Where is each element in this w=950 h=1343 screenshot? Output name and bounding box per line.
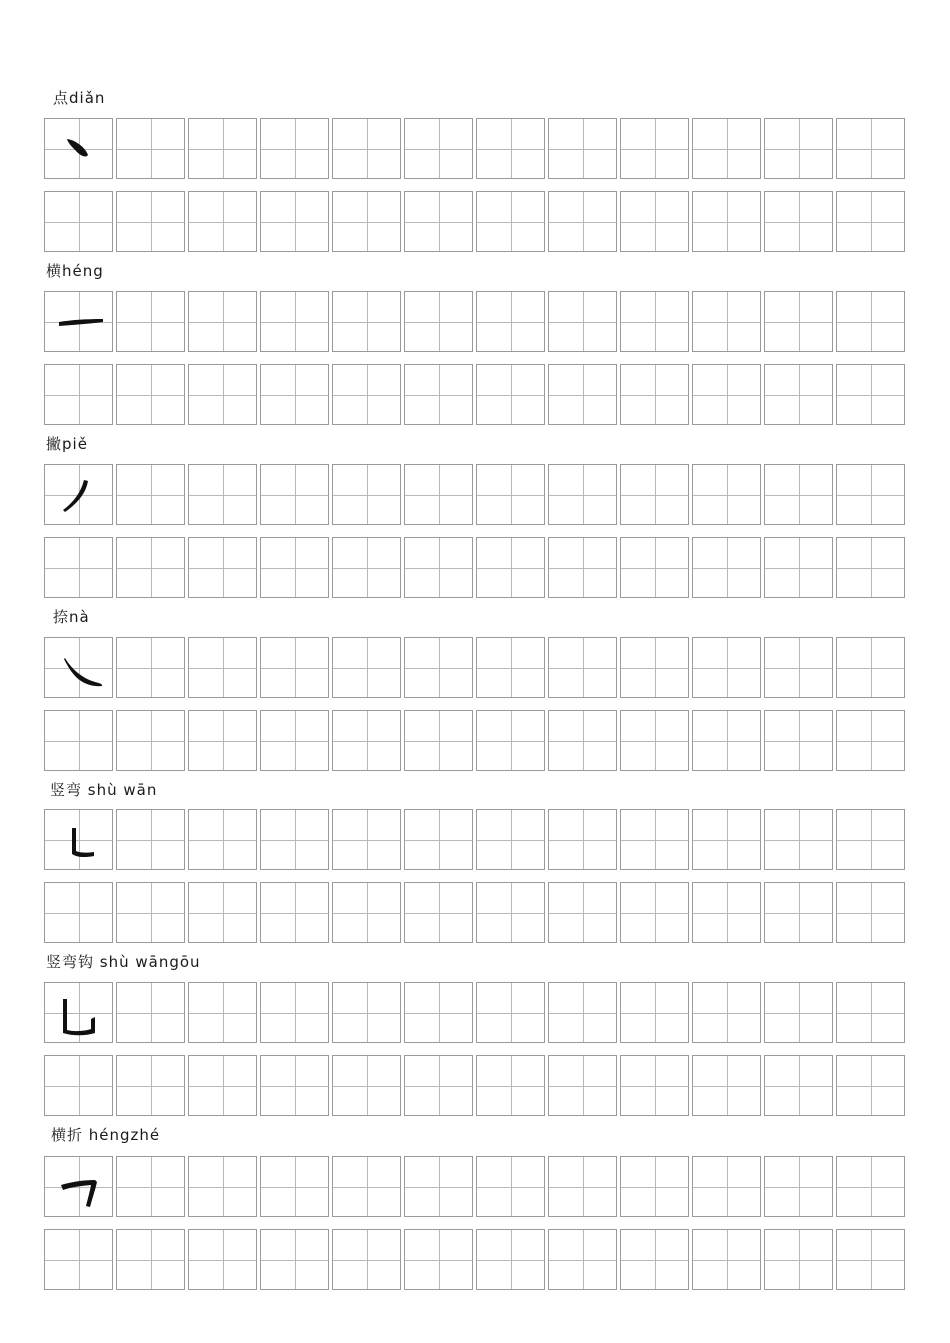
section-label: 撇piě (46, 435, 88, 453)
tianzige-cell[interactable] (692, 710, 761, 771)
tianzige-cell[interactable] (44, 1229, 113, 1290)
tianzige-cell[interactable] (188, 291, 257, 352)
tianzige-cell[interactable] (404, 882, 473, 943)
tianzige-cell[interactable] (548, 809, 617, 870)
tianzige-cell[interactable] (404, 710, 473, 771)
tianzige-cell[interactable] (692, 537, 761, 598)
tianzige-cell[interactable] (188, 1156, 257, 1217)
tianzige-cell[interactable] (116, 1229, 185, 1290)
tianzige-cell[interactable] (548, 637, 617, 698)
tianzige-cell[interactable] (404, 464, 473, 525)
tianzige-cell[interactable] (620, 364, 689, 425)
tianzige-cell[interactable] (404, 1055, 473, 1116)
tianzige-cell[interactable] (116, 710, 185, 771)
tianzige-cell[interactable] (188, 1055, 257, 1116)
tianzige-cell[interactable] (692, 191, 761, 252)
practice-row (44, 882, 908, 944)
practice-row (44, 982, 908, 1044)
tianzige-cell[interactable] (260, 537, 329, 598)
tianzige-cell[interactable] (44, 710, 113, 771)
tianzige-cell[interactable] (476, 882, 545, 943)
tianzige-cell[interactable] (548, 1229, 617, 1290)
tianzige-cell[interactable] (620, 537, 689, 598)
tianzige-cell[interactable] (764, 191, 833, 252)
tianzige-cell[interactable] (404, 537, 473, 598)
tianzige-cell[interactable] (548, 982, 617, 1043)
tianzige-cell[interactable] (188, 882, 257, 943)
tianzige-cell[interactable] (188, 637, 257, 698)
tianzige-cell[interactable] (764, 1156, 833, 1217)
tianzige-cell[interactable] (620, 809, 689, 870)
tianzige-cell[interactable] (620, 982, 689, 1043)
tianzige-cell[interactable] (260, 291, 329, 352)
tianzige-cell[interactable] (764, 982, 833, 1043)
tianzige-cell[interactable] (692, 1229, 761, 1290)
tianzige-cell[interactable] (692, 982, 761, 1043)
practice-row (44, 1055, 908, 1117)
tianzige-cell[interactable] (764, 882, 833, 943)
tianzige-cell[interactable] (764, 710, 833, 771)
tianzige-cell[interactable] (404, 291, 473, 352)
tianzige-cell[interactable] (332, 291, 401, 352)
tianzige-cell[interactable] (620, 1055, 689, 1116)
tianzige-cell[interactable] (44, 809, 113, 870)
tianzige-cell[interactable] (764, 1055, 833, 1116)
tianzige-cell[interactable] (620, 1229, 689, 1290)
tianzige-cell[interactable] (692, 118, 761, 179)
tianzige-cell[interactable] (116, 1055, 185, 1116)
tianzige-cell[interactable] (476, 1055, 545, 1116)
practice-row (44, 291, 908, 353)
tianzige-cell[interactable] (188, 1229, 257, 1290)
tianzige-cell[interactable] (836, 118, 905, 179)
tianzige-cell[interactable] (692, 882, 761, 943)
tianzige-cell[interactable] (332, 118, 401, 179)
tianzige-cell[interactable] (548, 537, 617, 598)
tianzige-cell[interactable] (332, 464, 401, 525)
tianzige-cell[interactable] (260, 1156, 329, 1217)
practice-row (44, 364, 908, 426)
tianzige-cell[interactable] (332, 1055, 401, 1116)
shuwangou-stroke-icon (45, 983, 114, 1044)
tianzige-cell[interactable] (44, 1156, 113, 1217)
tianzige-cell[interactable] (836, 364, 905, 425)
tianzige-cell[interactable] (692, 291, 761, 352)
tianzige-cell[interactable] (836, 982, 905, 1043)
section-label: 捺nà (53, 608, 90, 626)
tianzige-cell[interactable] (188, 537, 257, 598)
tianzige-cell[interactable] (44, 464, 113, 525)
tianzige-cell[interactable] (548, 291, 617, 352)
tianzige-cell[interactable] (548, 191, 617, 252)
practice-row (44, 1156, 908, 1218)
section-label: 点diǎn (53, 89, 106, 107)
tianzige-cell[interactable] (188, 364, 257, 425)
tianzige-cell[interactable] (548, 1156, 617, 1217)
tianzige-cell[interactable] (332, 364, 401, 425)
heng-stroke-icon (45, 292, 114, 353)
tianzige-cell[interactable] (332, 710, 401, 771)
na-stroke-icon (45, 638, 114, 699)
practice-row (44, 1229, 908, 1291)
tianzige-cell[interactable] (548, 464, 617, 525)
tianzige-cell[interactable] (548, 364, 617, 425)
tianzige-cell[interactable] (692, 809, 761, 870)
tianzige-cell[interactable] (44, 118, 113, 179)
tianzige-cell[interactable] (332, 537, 401, 598)
practice-row (44, 637, 908, 699)
tianzige-cell[interactable] (692, 1055, 761, 1116)
tianzige-cell[interactable] (476, 982, 545, 1043)
tianzige-cell[interactable] (260, 809, 329, 870)
tianzige-cell[interactable] (260, 118, 329, 179)
practice-row (44, 118, 908, 180)
tianzige-cell[interactable] (260, 364, 329, 425)
tianzige-cell[interactable] (476, 1156, 545, 1217)
tianzige-cell[interactable] (404, 637, 473, 698)
tianzige-cell[interactable] (764, 364, 833, 425)
tianzige-cell[interactable] (188, 809, 257, 870)
tianzige-cell[interactable] (332, 1229, 401, 1290)
tianzige-cell[interactable] (836, 191, 905, 252)
tianzige-cell[interactable] (836, 710, 905, 771)
tianzige-cell[interactable] (476, 1229, 545, 1290)
tianzige-cell[interactable] (332, 637, 401, 698)
tianzige-cell[interactable] (836, 1229, 905, 1290)
tianzige-cell[interactable] (476, 710, 545, 771)
tianzige-cell[interactable] (116, 982, 185, 1043)
tianzige-cell[interactable] (548, 710, 617, 771)
tianzige-cell[interactable] (764, 118, 833, 179)
tianzige-cell[interactable] (836, 464, 905, 525)
tianzige-cell[interactable] (620, 1156, 689, 1217)
tianzige-cell[interactable] (260, 710, 329, 771)
tianzige-cell[interactable] (116, 537, 185, 598)
tianzige-cell[interactable] (476, 364, 545, 425)
tianzige-cell[interactable] (332, 191, 401, 252)
tianzige-cell[interactable] (116, 191, 185, 252)
tianzige-cell[interactable] (188, 982, 257, 1043)
tianzige-cell[interactable] (692, 637, 761, 698)
tianzige-cell[interactable] (764, 537, 833, 598)
tianzige-cell[interactable] (44, 191, 113, 252)
tianzige-cell[interactable] (476, 291, 545, 352)
tianzige-cell[interactable] (764, 809, 833, 870)
tianzige-cell[interactable] (836, 1055, 905, 1116)
section-label: 竖弯钩 shù wāngōu (46, 953, 201, 971)
tianzige-cell[interactable] (188, 118, 257, 179)
tianzige-cell[interactable] (764, 291, 833, 352)
tianzige-cell[interactable] (836, 809, 905, 870)
tianzige-cell[interactable] (44, 637, 113, 698)
tianzige-cell[interactable] (404, 1229, 473, 1290)
tianzige-cell[interactable] (188, 710, 257, 771)
tianzige-cell[interactable] (692, 464, 761, 525)
tianzige-cell[interactable] (260, 982, 329, 1043)
tianzige-cell[interactable] (260, 1055, 329, 1116)
tianzige-cell[interactable] (692, 1156, 761, 1217)
practice-row (44, 464, 908, 526)
section-label: 横héng (46, 262, 104, 280)
tianzige-cell[interactable] (404, 191, 473, 252)
tianzige-cell[interactable] (476, 118, 545, 179)
tianzige-cell[interactable] (404, 809, 473, 870)
tianzige-cell[interactable] (476, 464, 545, 525)
tianzige-cell[interactable] (620, 191, 689, 252)
tianzige-cell[interactable] (620, 882, 689, 943)
tianzige-cell[interactable] (620, 710, 689, 771)
tianzige-cell[interactable] (476, 637, 545, 698)
tianzige-cell[interactable] (116, 1156, 185, 1217)
tianzige-cell[interactable] (44, 982, 113, 1043)
tianzige-cell[interactable] (476, 537, 545, 598)
section-label: 横折 héngzhé (51, 1126, 161, 1144)
tianzige-cell[interactable] (476, 191, 545, 252)
tianzige-cell[interactable] (260, 191, 329, 252)
practice-row (44, 191, 908, 253)
tianzige-cell[interactable] (836, 537, 905, 598)
tianzige-cell[interactable] (116, 882, 185, 943)
tianzige-cell[interactable] (620, 637, 689, 698)
tianzige-cell[interactable] (44, 364, 113, 425)
tianzige-cell[interactable] (404, 118, 473, 179)
tianzige-cell[interactable] (332, 982, 401, 1043)
tianzige-cell[interactable] (116, 291, 185, 352)
pie-stroke-icon (45, 465, 114, 526)
tianzige-cell[interactable] (116, 637, 185, 698)
tianzige-cell[interactable] (188, 464, 257, 525)
tianzige-cell[interactable] (620, 291, 689, 352)
tianzige-cell[interactable] (116, 364, 185, 425)
shuwan-stroke-icon (45, 810, 114, 871)
tianzige-cell[interactable] (44, 882, 113, 943)
tianzige-cell[interactable] (836, 637, 905, 698)
section-label: 竖弯 shù wān (50, 781, 158, 799)
tianzige-cell[interactable] (836, 291, 905, 352)
tianzige-cell[interactable] (404, 364, 473, 425)
tianzige-cell[interactable] (836, 882, 905, 943)
tianzige-cell[interactable] (116, 464, 185, 525)
tianzige-cell[interactable] (476, 809, 545, 870)
tianzige-cell[interactable] (548, 882, 617, 943)
tianzige-cell[interactable] (332, 809, 401, 870)
tianzige-cell[interactable] (116, 118, 185, 179)
tianzige-cell[interactable] (620, 118, 689, 179)
tianzige-cell[interactable] (692, 364, 761, 425)
practice-row (44, 710, 908, 772)
tianzige-cell[interactable] (764, 464, 833, 525)
tianzige-cell[interactable] (332, 882, 401, 943)
hengzhe-stroke-icon (45, 1157, 114, 1218)
tianzige-cell[interactable] (260, 1229, 329, 1290)
dian-stroke-icon (45, 119, 114, 180)
tianzige-cell[interactable] (404, 1156, 473, 1217)
tianzige-cell[interactable] (260, 882, 329, 943)
tianzige-cell[interactable] (116, 809, 185, 870)
tianzige-cell[interactable] (44, 537, 113, 598)
tianzige-cell[interactable] (548, 118, 617, 179)
tianzige-cell[interactable] (44, 1055, 113, 1116)
tianzige-cell[interactable] (836, 1156, 905, 1217)
practice-row (44, 809, 908, 871)
tianzige-cell[interactable] (764, 637, 833, 698)
tianzige-cell[interactable] (332, 1156, 401, 1217)
tianzige-cell[interactable] (620, 464, 689, 525)
practice-row (44, 537, 908, 599)
tianzige-cell[interactable] (44, 291, 113, 352)
tianzige-cell[interactable] (548, 1055, 617, 1116)
tianzige-cell[interactable] (764, 1229, 833, 1290)
tianzige-cell[interactable] (260, 637, 329, 698)
tianzige-cell[interactable] (404, 982, 473, 1043)
tianzige-cell[interactable] (260, 464, 329, 525)
tianzige-cell[interactable] (188, 191, 257, 252)
